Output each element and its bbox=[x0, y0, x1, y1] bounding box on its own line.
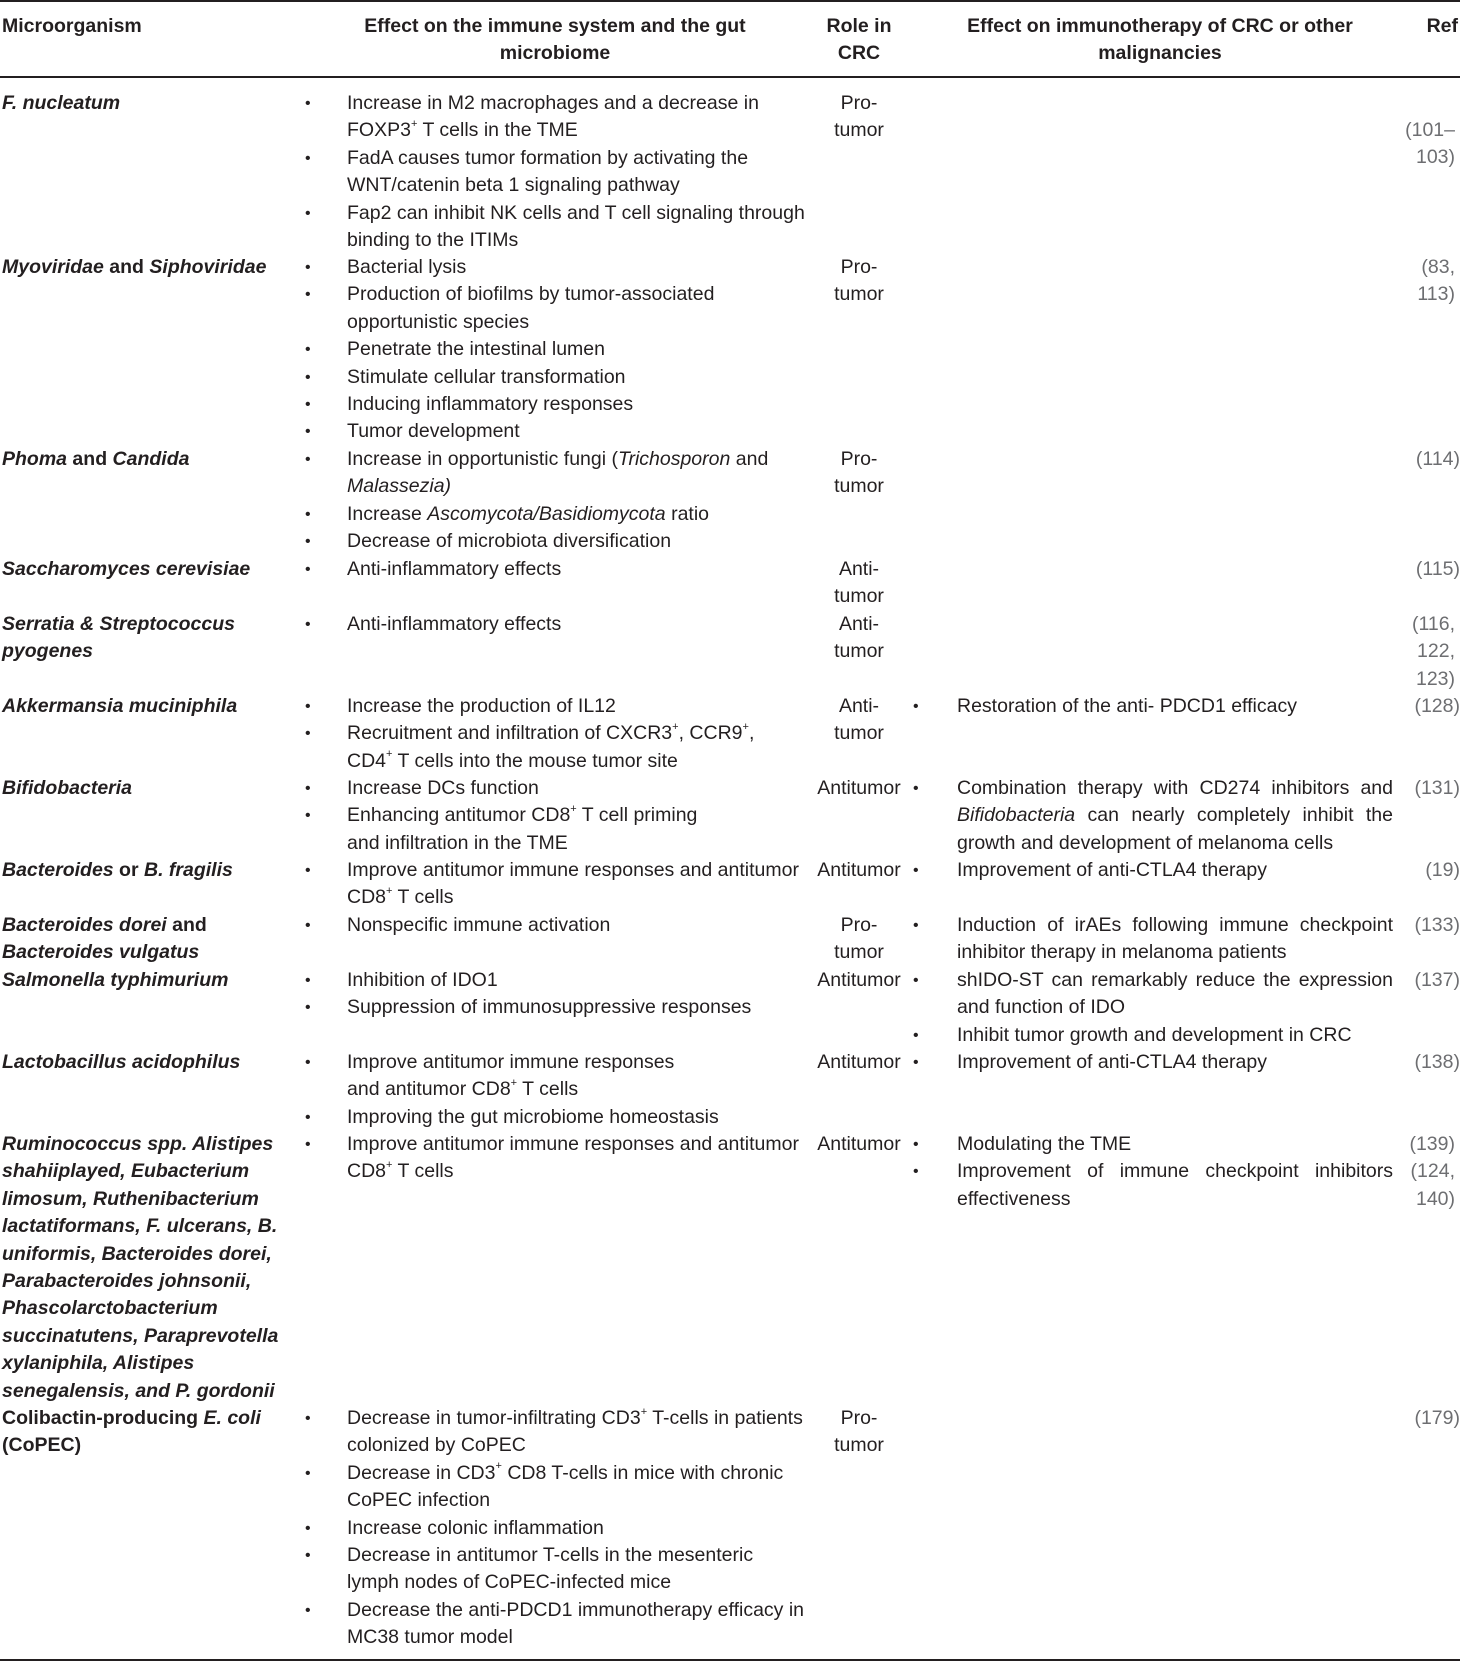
ref-cell: (116, 122, 123) bbox=[1412, 613, 1455, 690]
immunotherapy-cell bbox=[913, 693, 1393, 720]
effect-item: • Recruitment and infiltration of CXCR3+, CCR9+, CD4+ T cells into the mouse tumor site bbox=[305, 720, 805, 775]
effect-item: • Anti-inflammatory effects bbox=[305, 611, 805, 638]
role-cell: Pro-tumor bbox=[834, 1407, 884, 1457]
role-cell: Antitumor bbox=[817, 969, 901, 991]
ref-cell: (138) bbox=[1414, 1051, 1460, 1073]
effect-item: • Increase in M2 macrophages and a decrease in FOXP3+ T cells in the TME bbox=[305, 90, 805, 145]
effects-cell bbox=[305, 611, 805, 638]
role-cell: Pro-tumor bbox=[834, 914, 884, 964]
top-rule bbox=[0, 0, 1460, 2]
effects-cell bbox=[305, 1131, 805, 1186]
role-cell: Pro-tumor bbox=[834, 256, 884, 306]
organism-cell: Bacteroides dorei and Bacteroides vulgatus bbox=[2, 914, 207, 964]
effect-item: • Increase the production of IL12 bbox=[305, 693, 805, 720]
organism-cell: F. nucleatum bbox=[2, 92, 121, 114]
organism-cell: Ruminococcus spp. Alistipes shahiiplayed, Eubacterium limosum, Ruthenibacterium lactatiformans, F. ulcerans, B. uniformis, Bacteroides dorei, Parabacteroides johnsonii, Phascolarctobacterium succinatutens, Paraprevotella xylaniphila, Alistipes senegalensis, and P. gordonii bbox=[2, 1133, 279, 1402]
header-effect-immune: Effect on the immune system and the gut microbiome bbox=[364, 15, 746, 64]
organism-cell: Saccharomyces cerevisiae bbox=[2, 558, 251, 580]
effects-cell bbox=[305, 446, 805, 556]
header-role: Role in CRC bbox=[826, 15, 892, 64]
effects-cell bbox=[305, 857, 805, 912]
immunotherapy-cell bbox=[913, 1049, 1393, 1076]
role-cell: Pro-tumor bbox=[834, 448, 884, 498]
header-ref: Ref bbox=[1426, 15, 1458, 37]
immunotherapy-item: • Inhibit tumor growth and development in CRC bbox=[913, 1022, 1393, 1049]
immunotherapy-item: • Induction of irAEs following immune checkpoint inhibitor therapy in melanoma patients bbox=[913, 912, 1393, 967]
effects-cell bbox=[305, 967, 805, 1022]
ref-cell: (128) bbox=[1414, 695, 1460, 717]
role-cell: Antitumor bbox=[817, 777, 901, 799]
organism-cell: Myoviridae and Siphoviridae bbox=[2, 256, 267, 278]
effect-item: • Anti-inflammatory effects bbox=[305, 556, 805, 583]
effect-item: • Fap2 can inhibit NK cells and T cell signaling through binding to the ITIMs bbox=[305, 200, 805, 255]
immunotherapy-cell bbox=[913, 967, 1393, 1049]
immunotherapy-item: • Improvement of immune checkpoint inhibitors effectiveness bbox=[913, 1158, 1393, 1213]
ref-cell: (131) bbox=[1414, 777, 1460, 799]
effect-item: • Tumor development bbox=[305, 418, 805, 445]
ref-cell: (133) bbox=[1414, 914, 1460, 936]
effect-item: • Decrease in tumor-infiltrating CD3+ T-cells in patients colonized by CoPEC bbox=[305, 1405, 805, 1460]
effect-item: • Suppression of immunosuppressive responses bbox=[305, 994, 805, 1021]
effect-item: • Decrease of microbiota diversification bbox=[305, 528, 805, 555]
ref-cell: (19) bbox=[1425, 859, 1460, 881]
effect-item: • Increase colonic inflammation bbox=[305, 1515, 805, 1542]
effect-item: • Bacterial lysis bbox=[305, 254, 805, 281]
role-cell: Pro-tumor bbox=[834, 92, 884, 142]
immunotherapy-cell bbox=[913, 1131, 1393, 1213]
organism-cell: Phoma and Candida bbox=[2, 448, 190, 470]
effect-item: • Increase Ascomycota/Basidiomycota ratio bbox=[305, 501, 805, 528]
effect-item: • Inhibition of IDO1 bbox=[305, 967, 805, 994]
organism-cell: Colibactin-producing E. coli (CoPEC) bbox=[2, 1407, 261, 1457]
effect-item: • Penetrate the intestinal lumen bbox=[305, 336, 805, 363]
ref-cell: (137) bbox=[1414, 969, 1460, 991]
effect-item: • Decrease in CD3+ CD8 T-cells in mice with chronic CoPEC infection bbox=[305, 1460, 805, 1515]
immunotherapy-item: • Combination therapy with CD274 inhibitors and Bifidobacteria can nearly completely inhibit the growth and development of melanoma cells bbox=[913, 775, 1393, 857]
effect-item: • FadA causes tumor formation by activating the WNT/catenin beta 1 signaling pathway bbox=[305, 145, 805, 200]
immunotherapy-cell bbox=[913, 912, 1393, 967]
effects-cell bbox=[305, 556, 805, 583]
effect-item: • Increase in opportunistic fungi (Trichosporon and Malassezia) bbox=[305, 446, 805, 501]
effect-item: • Stimulate cellular transformation bbox=[305, 364, 805, 391]
ref-cell: (139) (124, 140) bbox=[1409, 1133, 1455, 1210]
effect-item: • Enhancing antitumor CD8+ T cell priming and infiltration in the TME bbox=[305, 802, 805, 857]
role-cell: Antitumor bbox=[817, 1133, 901, 1155]
effects-cell bbox=[305, 693, 805, 775]
effect-item: • Decrease in antitumor T-cells in the mesenteric lymph nodes of CoPEC-infected mice bbox=[305, 1542, 805, 1597]
role-cell: Antitumor bbox=[817, 859, 901, 881]
effects-cell bbox=[305, 912, 805, 939]
role-cell: Anti-tumor bbox=[834, 558, 884, 608]
role-cell: Anti-tumor bbox=[834, 613, 884, 663]
ref-cell: (83, 113) bbox=[1417, 256, 1455, 306]
effects-cell bbox=[305, 90, 805, 254]
effects-cell bbox=[305, 1405, 805, 1652]
immunotherapy-item: • shIDO-ST can remarkably reduce the expression and function of IDO bbox=[913, 967, 1393, 1022]
ref-cell: (114) bbox=[1415, 448, 1460, 470]
effect-item: • Improve antitumor immune responses and antitumor CD8+ T cells bbox=[305, 857, 805, 912]
header-microorganism: Microorganism bbox=[2, 15, 142, 37]
immunotherapy-item: • Improvement of anti-CTLA4 therapy bbox=[913, 1049, 1393, 1076]
organism-cell: Akkermansia muciniphila bbox=[2, 695, 238, 717]
header-effect-immunotherapy: Effect on immunotherapy of CRC or other malignancies bbox=[967, 15, 1353, 64]
organism-cell: Lactobacillus acidophilus bbox=[2, 1051, 241, 1073]
ref-cell: (115) bbox=[1415, 558, 1460, 580]
effect-item: • Improve antitumor immune responses and antitumor CD8+ T cells bbox=[305, 1049, 805, 1104]
immunotherapy-item: • Restoration of the anti- PDCD1 efficacy bbox=[913, 693, 1393, 720]
effect-item: • Increase DCs function bbox=[305, 775, 805, 802]
immunotherapy-cell bbox=[913, 775, 1393, 857]
header-rule bbox=[0, 76, 1460, 78]
effect-item: • Improve antitumor immune responses and antitumor CD8+ T cells bbox=[305, 1131, 805, 1186]
effects-cell bbox=[305, 1049, 805, 1131]
organism-cell: Bifidobacteria bbox=[2, 777, 133, 799]
effect-item: • Improving the gut microbiome homeostasis bbox=[305, 1104, 805, 1131]
effects-cell bbox=[305, 254, 805, 446]
effect-item: • Decrease the anti-PDCD1 immunotherapy efficacy in MC38 tumor model bbox=[305, 1597, 805, 1652]
role-cell: Antitumor bbox=[817, 1051, 901, 1073]
effect-item: • Nonspecific immune activation bbox=[305, 912, 805, 939]
organism-cell: Serratia & Streptococcus pyogenes bbox=[2, 613, 236, 663]
effects-cell bbox=[305, 775, 805, 857]
ref-cell: (101–103) bbox=[1405, 119, 1455, 169]
organism-cell: Bacteroides or B. fragilis bbox=[2, 859, 233, 881]
ref-cell: (179) bbox=[1414, 1407, 1460, 1429]
organism-cell: Salmonella typhimurium bbox=[2, 969, 229, 991]
immunotherapy-item: • Improvement of anti-CTLA4 therapy bbox=[913, 857, 1393, 884]
bottom-rule bbox=[0, 1659, 1460, 1661]
effect-item: • Inducing inflammatory responses bbox=[305, 391, 805, 418]
immunotherapy-cell bbox=[913, 857, 1393, 884]
effect-item: • Production of biofilms by tumor-associated opportunistic species bbox=[305, 281, 805, 336]
role-cell: Anti-tumor bbox=[834, 695, 884, 745]
immunotherapy-item: • Modulating the TME bbox=[913, 1131, 1393, 1158]
